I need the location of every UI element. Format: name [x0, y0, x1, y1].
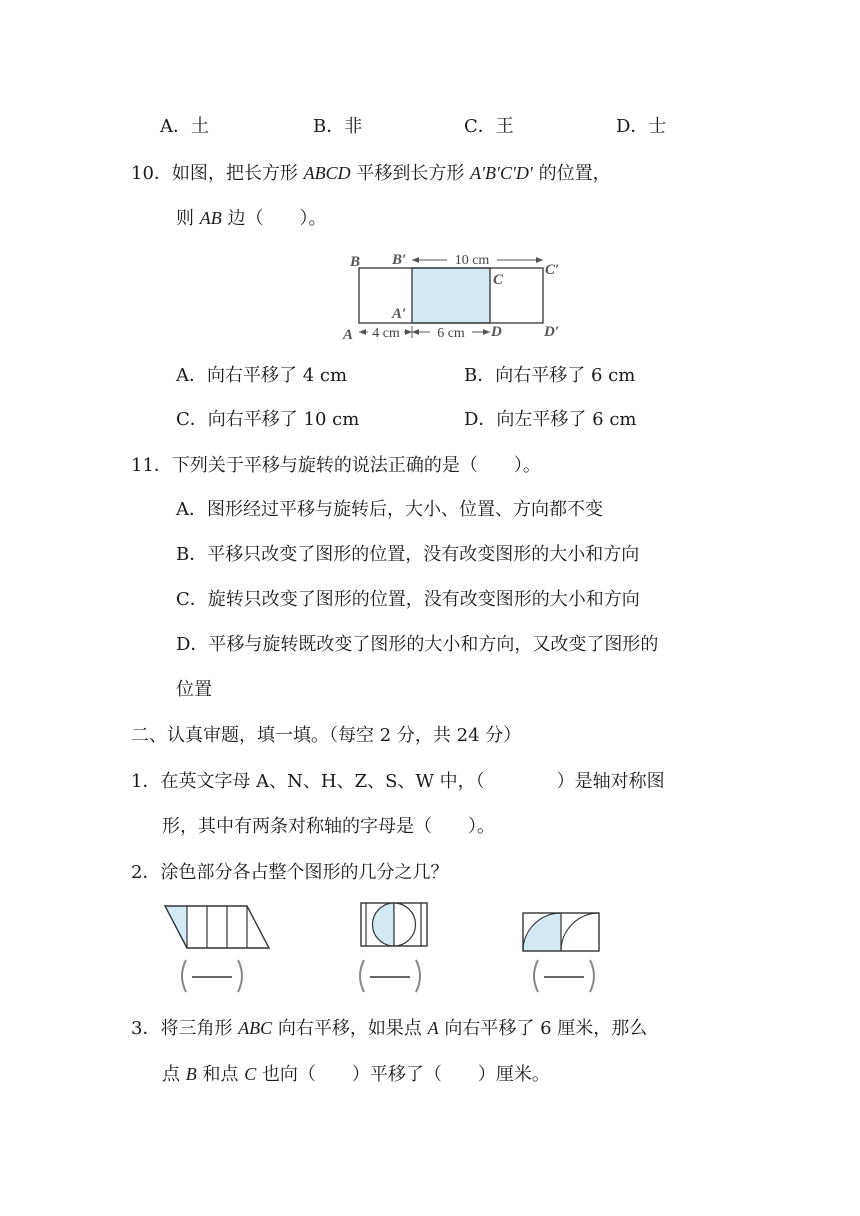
q10-text: 如图，把长方形	[171, 163, 304, 184]
q9-option-b: B．非	[313, 116, 363, 137]
s2-q3-line1	[131, 1016, 647, 1041]
label-d: D	[491, 324, 502, 340]
dim-label-top: 10 cm	[454, 253, 490, 268]
fraction-answer-blank-1[interactable]	[178, 958, 246, 994]
q10-text: 边（ ）。	[221, 208, 327, 229]
label-b: B	[350, 254, 361, 270]
q11-option-a: A．图形经过平移与旋转后，大小、位置、方向都不变	[176, 499, 603, 520]
label-b-prime: B′	[392, 252, 407, 268]
s2-q1-line2: 形，其中有两条对称轴的字母是（ ）。	[162, 816, 495, 837]
q3-triangle-name: ABC	[238, 1018, 273, 1038]
q10-text: 的位置，	[532, 163, 611, 184]
q10-rect-name: ABCD	[303, 163, 351, 183]
q3-text: 向右平移了 6 厘米，那么	[438, 1018, 648, 1039]
q10-option-c: C．向右平移了 10 cm	[176, 409, 360, 430]
q9-option-c: C．王	[464, 116, 514, 137]
q11-stem: 11．下列关于平移与旋转的说法正确的是（ ）。	[131, 455, 541, 476]
q9-option-a: A．土	[160, 116, 209, 137]
fraction-figure-semicircles	[358, 900, 432, 950]
fraction-figure-parallelogram	[160, 902, 275, 952]
arrow-left-icon	[412, 329, 419, 335]
overlap-shaded-region	[412, 268, 490, 323]
label-c: C	[493, 272, 504, 288]
shaded-quarter-circle	[523, 913, 561, 951]
arrow-left-icon	[359, 329, 366, 335]
q10-stem-line1	[131, 161, 611, 186]
q3-text: 点	[162, 1064, 186, 1085]
shaded-semicircle	[373, 903, 395, 946]
q3-text: 3．将三角形	[131, 1018, 239, 1039]
arrow-left-icon	[412, 257, 419, 263]
q11-option-c: C．旋转只改变了图形的位置，没有改变图形的大小和方向	[176, 589, 640, 610]
q3-text: 也向（ ）平移了（ ）厘米。	[256, 1064, 550, 1085]
s2-q3-line2	[162, 1062, 550, 1087]
q3-text: 和点	[196, 1064, 245, 1085]
dim-label-left: 4 cm	[372, 326, 400, 341]
arrow-right-icon	[405, 329, 412, 335]
q3-text: 向右平移，如果点	[272, 1018, 428, 1039]
fraction-figure-quarter-circles	[519, 909, 605, 955]
q10-option-b: B．向右平移了 6 cm	[464, 365, 636, 386]
q11-option-d: D．平移与旋转既改变了图形的大小和方向，又改变了图形的	[176, 634, 659, 655]
label-c-prime: C′	[545, 262, 560, 278]
q10-text: 平移到长方形	[350, 163, 471, 184]
section-heading: 二、认真审题，填一填。（每空 2 分，共 24 分）	[131, 725, 522, 746]
unshaded-semicircle	[394, 903, 416, 946]
label-a-prime: A′	[392, 306, 407, 322]
q9-option-d: D．士	[616, 116, 667, 137]
q10-option-d: D．向左平移了 6 cm	[464, 409, 637, 430]
s2-q2-stem: 2．涂色部分各占整个图形的几分之几？	[131, 862, 449, 883]
label-d-prime: D′	[544, 324, 560, 340]
q10-number: 10．	[131, 163, 172, 184]
q10-stem-line2	[176, 206, 326, 231]
q10-translation-figure	[340, 246, 570, 346]
q3-point-c: C	[244, 1064, 257, 1084]
q3-point-b: B	[185, 1064, 197, 1084]
q10-text: 则	[176, 208, 200, 229]
arrow-right-icon	[483, 329, 490, 335]
q10-rect-prime-name: A′B′C′D′	[470, 163, 533, 183]
arrow-right-icon	[536, 257, 543, 263]
q11-option-d-cont: 位置	[176, 679, 212, 700]
q11-option-b: B．平移只改变了图形的位置，没有改变图形的大小和方向	[176, 544, 640, 565]
q10-option-a: A．向右平移了 4 cm	[176, 365, 348, 386]
s2-q1-line1: 1．在英文字母 A、N、H、Z、S、W 中，（ ）是轴对称图	[131, 771, 665, 792]
label-a: A	[343, 327, 354, 343]
q3-point-a: A	[427, 1018, 439, 1038]
dim-label-mid: 6 cm	[437, 326, 465, 341]
q10-edge-name: AB	[199, 208, 222, 228]
fraction-answer-blank-3[interactable]	[530, 958, 598, 994]
fraction-answer-blank-2[interactable]	[356, 958, 424, 994]
